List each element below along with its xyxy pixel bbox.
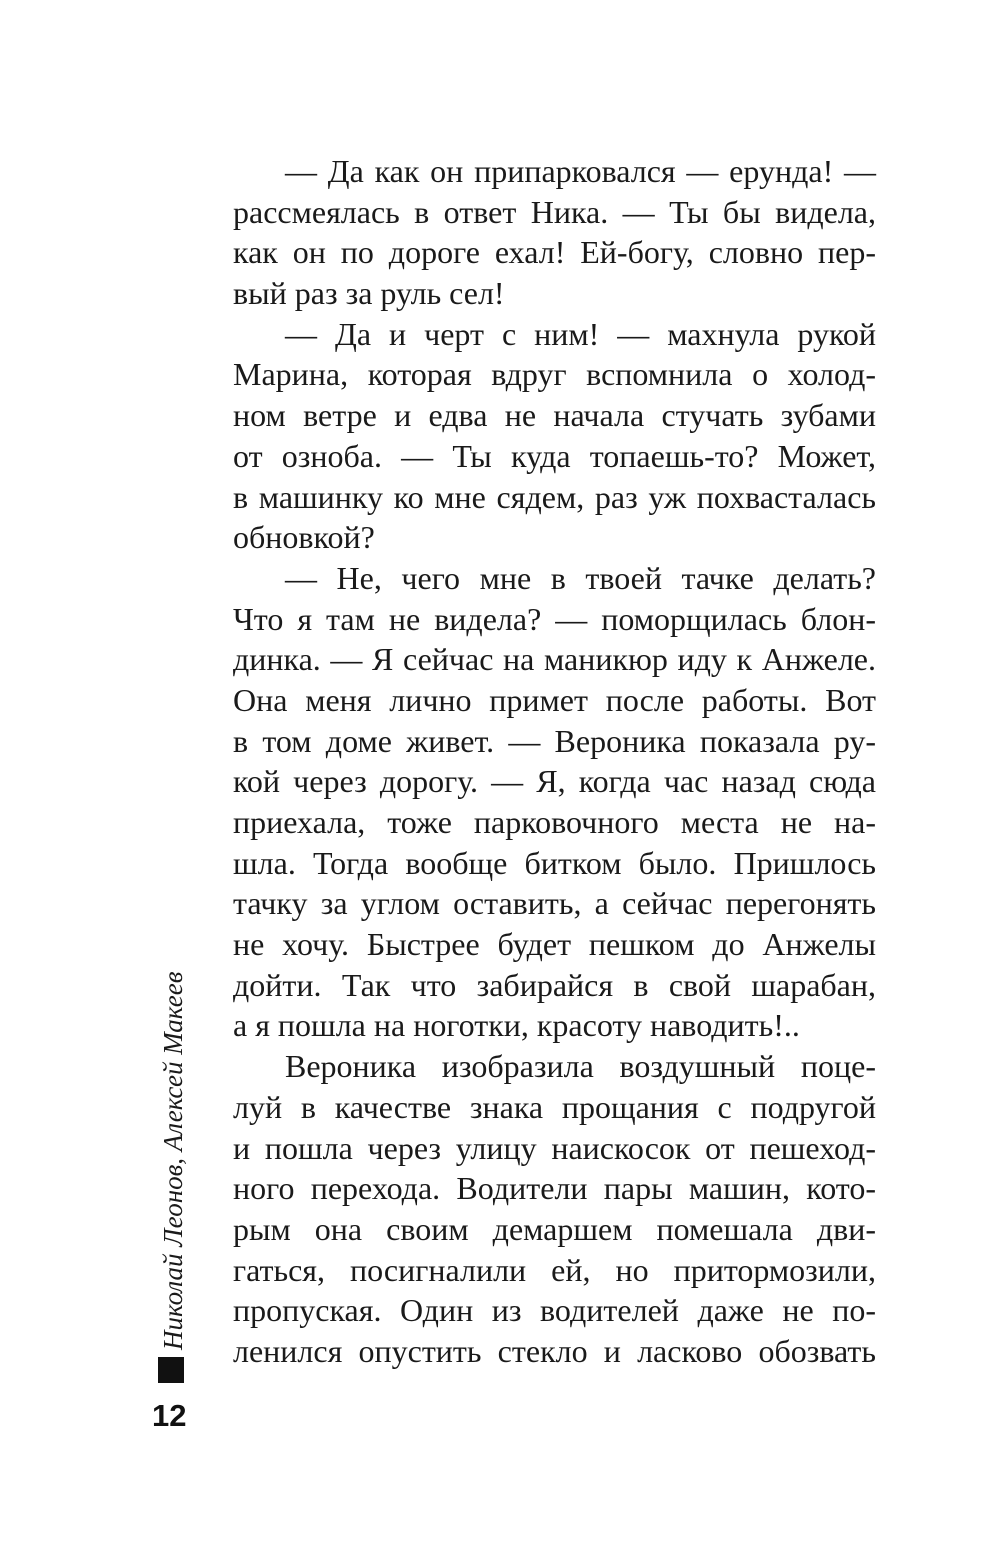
text-line: как он по дороге ехал! Ей-богу, словно пер- bbox=[233, 234, 876, 271]
text-line: кой через дорогу. — Я, когда час назад сюда bbox=[233, 763, 876, 800]
text-line: не хочу. Быстрее будет пешком до Анжелы bbox=[233, 926, 876, 963]
text-line: вый раз за руль сел! bbox=[233, 275, 505, 312]
body-text bbox=[233, 151, 876, 1372]
page-number: 12 bbox=[152, 1398, 187, 1433]
text-line: пропуская. Один из водителей даже не по- bbox=[233, 1292, 876, 1329]
text-line: гаться, посигналили ей, но притормозили, bbox=[233, 1251, 876, 1288]
text-line: а я пошла на ноготки, красоту наводить!.. bbox=[233, 1007, 800, 1044]
text-line: шла. Тогда вообще битком было. Пришлось bbox=[233, 844, 876, 881]
running-head-authors: Николай Леонов, Алексей Макеев bbox=[158, 971, 188, 1350]
text-line: Она меня лично примет после работы. Вот bbox=[233, 681, 876, 718]
text-line: рым она своим демаршем помешала дви- bbox=[233, 1210, 876, 1247]
text-line: динка. — Я сейчас на маникюр иду к Анжеле. bbox=[233, 641, 876, 678]
text-line: обновкой? bbox=[233, 519, 375, 556]
text-line: и пошла через улицу наискосок от пешеход- bbox=[233, 1129, 876, 1166]
text-line: Марина, которая вдруг вспомнила о холод- bbox=[233, 356, 876, 393]
text-line: луй в качестве знака прощания с подругой bbox=[233, 1088, 876, 1125]
text-line: ного перехода. Водители пары машин, кото- bbox=[233, 1170, 876, 1207]
text-line: ленился опустить стекло и ласково обозвать bbox=[233, 1332, 876, 1369]
text-line: — Не, чего мне в твоей тачке делать? bbox=[285, 559, 876, 596]
text-line: — Да и черт с ним! — махнула рукой bbox=[285, 315, 876, 352]
text-line: в машинку ко мне сядем, раз уж похвасталась bbox=[233, 478, 876, 515]
text-line: от озноба. — Ты куда топаешь-то? Может, bbox=[233, 437, 876, 474]
text-line: Что я там не видела? — поморщилась блон- bbox=[233, 600, 876, 637]
page-marker-square-icon bbox=[158, 1357, 184, 1383]
text-line: тачку за углом оставить, а сейчас перегонять bbox=[233, 885, 876, 922]
text-line: приехала, тоже парковочного места не на- bbox=[233, 804, 876, 840]
text-line: Вероника изобразила воздушный поце- bbox=[285, 1048, 876, 1085]
text-line: — Да как он припарковался — ерунда! — bbox=[285, 153, 876, 189]
text-line: рассмеялась в ответ Ника. — Ты бы видела, bbox=[233, 193, 876, 230]
text-line: в том доме живет. — Вероника показала ру- bbox=[233, 722, 876, 759]
text-line: ном ветре и едва не начала стучать зубами bbox=[233, 397, 876, 434]
text-line: дойти. Так что забирайся в свой шарабан, bbox=[233, 966, 876, 1003]
